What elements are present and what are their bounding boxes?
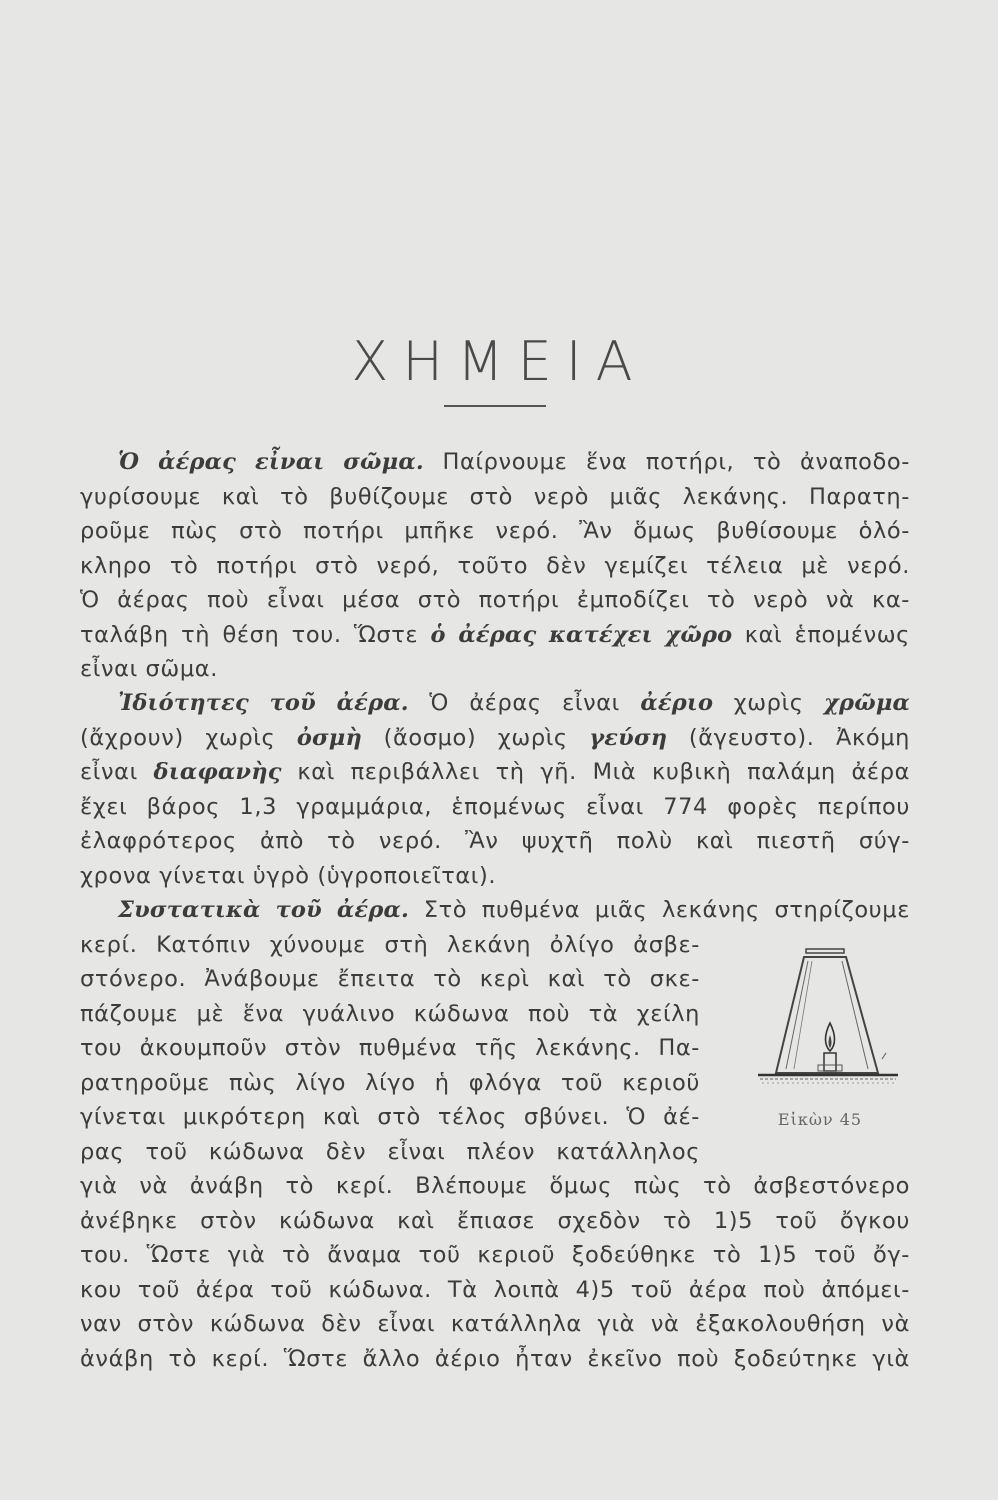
text-line: ἀνέβηκε στὸν κώδωνα καὶ ἔπιασε σχεδὸν τὸ 1)5 τοῦ ὄγκου [80, 1207, 910, 1234]
text-line: κληρο τὸ ποτήρι στὸ νερό, τοῦτο δὲν γεμίζει τέλεια μὲ νερό. [80, 552, 910, 579]
text-line: πάζουμε μὲ ἕνα γυάλινο κώδωνα ποὺ τὰ χείλη [80, 1000, 700, 1027]
text-line: Ὁ ἀέρας ποὺ εἶναι μέσα στὸ ποτήρι ἐμποδίζει τὸ νερὸ νὰ κα- [80, 587, 910, 613]
bell-jar-candle-illustration [748, 935, 908, 1135]
text-line: του. Ὥστε γιὰ τὸ ἄναμα τοῦ κεριοῦ ξοδεύθηκε τὸ 1)5 τοῦ ὄγ- [80, 1242, 910, 1268]
text-line: κερί. Κατόπιν χύνουμε στὴ λεκάνη ὀλίγο ἀσβε- [80, 931, 700, 958]
text-line: εἶναι διαφανὴς καὶ περιβάλλει τὴ γῆ. Μιὰ κυβικὴ παλάμη ἀέρα [80, 759, 911, 785]
text-line: ρατηροῦμε πὼς λίγο λίγο ἡ φλόγα τοῦ κεριοῦ [80, 1069, 700, 1096]
chapter-title: ΧΗΜΕΙΑ [351, 330, 647, 393]
text-line: Ἰδιότητες τοῦ ἀέρα. Ὁ ἀέρας εἶναι ἀέριο χωρὶς χρῶμα [118, 690, 910, 716]
text-line: ταλάβη τὴ θέση του. Ὥστε ὁ ἀέρας κατέχει χῶρο καὶ ἑπομένως [80, 621, 910, 648]
text-line: ἔχει βάρος 1,3 γραμμάρια, ἑπομένως εἶναι 774 φορὲς περίπου [80, 793, 910, 820]
text-line: ρας τοῦ κώδωνα δὲν εἶναι πλέον κατάλληλος [80, 1138, 700, 1165]
text-line: γυρίσουμε καὶ τὸ βυθίζουμε στὸ νερὸ μιᾶς λεκάνης. Παρατη- [80, 483, 910, 510]
text-line: γιὰ νὰ ἀνάβη τὸ κερί. Βλέπουμε ὅμως πὼς τὸ ἀσβεστόνερο [80, 1173, 910, 1199]
paragraph-air-is-body [80, 445, 910, 687]
text-line: Συστατικὰ τοῦ ἀέρα. Στὸ πυθμένα μιᾶς λεκάνης στηρίζουμε [118, 897, 910, 923]
text-line: εἶναι σῶμα. [80, 656, 218, 682]
text-line: ναν στὸν κώδωνα δὲν εἶναι κατάλληλα γιὰ νὰ ἐξακολουθήση νὰ [80, 1311, 910, 1337]
text-line: του ἀκουμποῦν στὸν πυθμένα τῆς λεκάνης. Πα- [80, 1035, 700, 1061]
title-underline [444, 405, 546, 407]
text-line: Ὁ ἀέρας εἶναι σῶμα. Παίρνουμε ἕνα ποτήρι, τὸ ἀναποδο- [118, 449, 911, 475]
text-line: κου τοῦ ἀέρα τοῦ κώδωνα. Τὰ λοιπὰ 4)5 τοῦ ἀέρα ποὺ ἀπόμει- [80, 1276, 910, 1303]
text-line: γίνεται μικρότερη καὶ στὸ τέλος σβύνει. Ὁ ἀέ- [80, 1104, 700, 1130]
text-line: ἐλαφρότερος ἀπὸ τὸ νερό. Ἂν ψυχτῆ πολὺ καὶ πιεστῆ σύγ- [80, 828, 910, 854]
text-line: ἀνάβη τὸ κερί. Ὥστε ἄλλο ἀέριο ἦταν ἐκεῖνο ποὺ ξοδεύτηκε γιὰ [80, 1345, 910, 1372]
figure-caption: Εἰκὼν 45 [777, 1110, 863, 1129]
text-line: στόνερο. Ἀνάβουμε ἔπειτα τὸ κερὶ καὶ τὸ σκε- [80, 966, 700, 992]
text-line: χρονα γίνεται ὑγρὸ (ὑγροποιεῖται). [80, 862, 497, 889]
text-line: ροῦμε πὼς στὸ ποτήρι μπῆκε νερό. Ἂν ὅμως βυθίσουμε ὁλό- [80, 518, 910, 544]
text-line: (ἄχρουν) χωρὶς ὀσμὴ (ἄοσμο) χωρὶς γεύση (ἄγευστο). Ἀκόμη [80, 724, 910, 751]
paragraph-air-properties [80, 686, 910, 893]
